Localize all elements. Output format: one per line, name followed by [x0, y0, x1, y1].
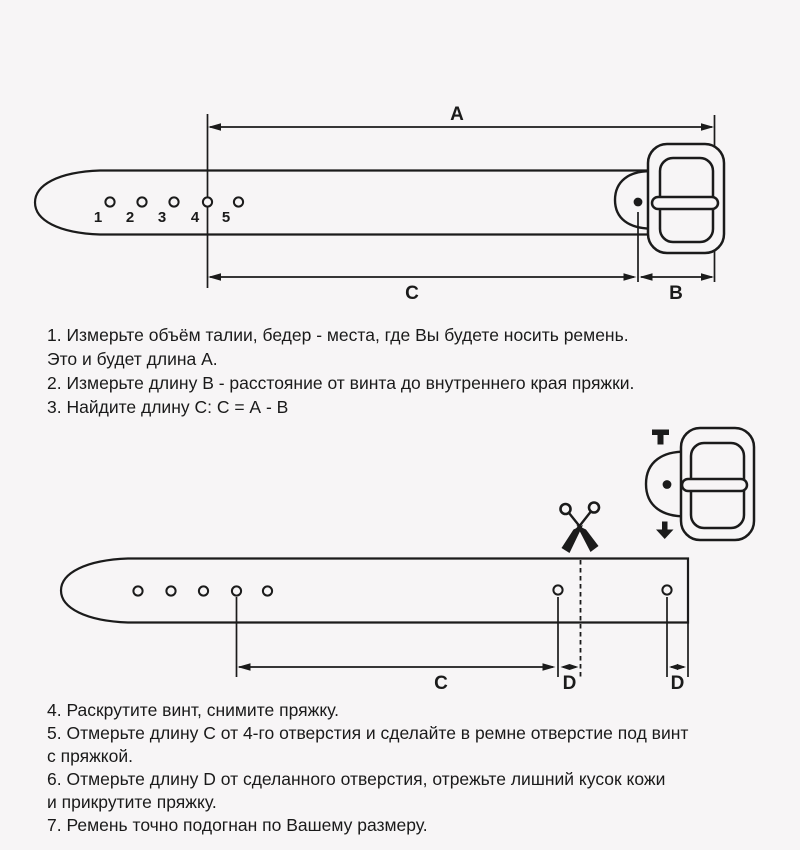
arrow-left-icon: [669, 664, 678, 670]
arrow-right-icon: [701, 273, 714, 280]
belt-hole: [553, 585, 562, 594]
instructions-steps-1-3: [47, 323, 634, 419]
belt-diagram-bottom: [61, 559, 688, 695]
arrow-right-icon: [701, 123, 714, 130]
hole-number: 1: [93, 209, 103, 226]
instruction-line: 6. Отмерьте длину D от сделанного отверстия, отрежьте лишний кусок кожи: [47, 769, 666, 789]
dimension-d1: [561, 664, 579, 694]
dimension-label-d2: D: [670, 673, 685, 694]
arrow-right-icon: [677, 664, 686, 670]
arrow-right-icon: [624, 273, 637, 280]
dimension-label-d1: D: [562, 673, 577, 694]
instruction-line: 2. Измерьте длину В - расстояние от винта до внутреннего края пряжки.: [47, 373, 635, 393]
dimension-c: [208, 273, 637, 304]
belt-hole: [234, 197, 243, 206]
arrow-right-icon: [570, 664, 579, 670]
instruction-line: и прикрутите пряжку.: [47, 792, 217, 812]
dimension-extension-lines: [237, 597, 689, 677]
belt-strap-bottom: [61, 559, 688, 623]
instruction-line: 1. Измерьте объём талии, бедер - места, где Вы будете носить ремень.: [47, 325, 629, 345]
hole-number: 5: [221, 209, 231, 226]
belt-hole: [199, 586, 208, 595]
instruction-line: 7. Ремень точно подогнан по Вашему размеру.: [47, 815, 428, 835]
belt-holes-bottom: [133, 585, 671, 595]
dimension-d2: [669, 664, 686, 694]
screw-dot-icon: [663, 480, 672, 489]
detached-buckle: [646, 428, 754, 540]
arrow-left-icon: [640, 273, 653, 280]
belt-hole: [133, 586, 142, 595]
arrow-left-icon: [208, 123, 221, 130]
belt-hole: [662, 585, 671, 594]
arrow-left-icon: [561, 664, 570, 670]
screw-icon: [652, 430, 669, 445]
hole-number: 2: [125, 209, 135, 226]
dimension-c2: [238, 663, 556, 694]
arrow-left-icon: [208, 273, 221, 280]
instruction-line: Это и будет длина А.: [47, 349, 218, 369]
belt-hole: [137, 197, 146, 206]
instruction-line: 5. Отмерьте длину С от 4-го отверстия и сделайте в ремне отверстие под винт: [47, 723, 689, 743]
buckle-bar: [652, 197, 718, 209]
scissors-icon: [561, 503, 600, 554]
buckle-bar: [682, 479, 747, 491]
dimension-label-b: B: [669, 283, 683, 304]
hole-number: 4: [190, 209, 200, 226]
arrow-right-icon: [543, 663, 556, 670]
belt-hole: [232, 586, 241, 595]
belt-buckle-top: [648, 144, 724, 253]
dimension-label-c: C: [405, 283, 419, 304]
arrow-down-icon: [656, 522, 674, 540]
instructions-steps-4-7: [47, 699, 688, 837]
instruction-line: 4. Раскрутите винт, снимите пряжку.: [47, 700, 340, 720]
belt-hole: [263, 586, 272, 595]
instruction-line: с пряжкой.: [47, 746, 134, 766]
instruction-line: 3. Найдите длину С: С = А - В: [47, 397, 289, 417]
hole-number: 3: [157, 209, 167, 226]
belt-hole-numbers: [94, 209, 230, 226]
dimension-b: [640, 273, 715, 304]
dimension-label-a: A: [450, 104, 464, 125]
belt-holes-top: [105, 197, 243, 206]
belt-hole: [203, 197, 212, 206]
belt-hole: [166, 586, 175, 595]
dimension-a: [208, 104, 714, 131]
belt-hole: [169, 197, 178, 206]
screw-dot-icon: [634, 198, 643, 207]
belt-hole: [105, 197, 114, 206]
dimension-label-c2: C: [434, 673, 448, 694]
arrow-left-icon: [238, 663, 251, 670]
belt-diagram-top: [35, 104, 724, 304]
